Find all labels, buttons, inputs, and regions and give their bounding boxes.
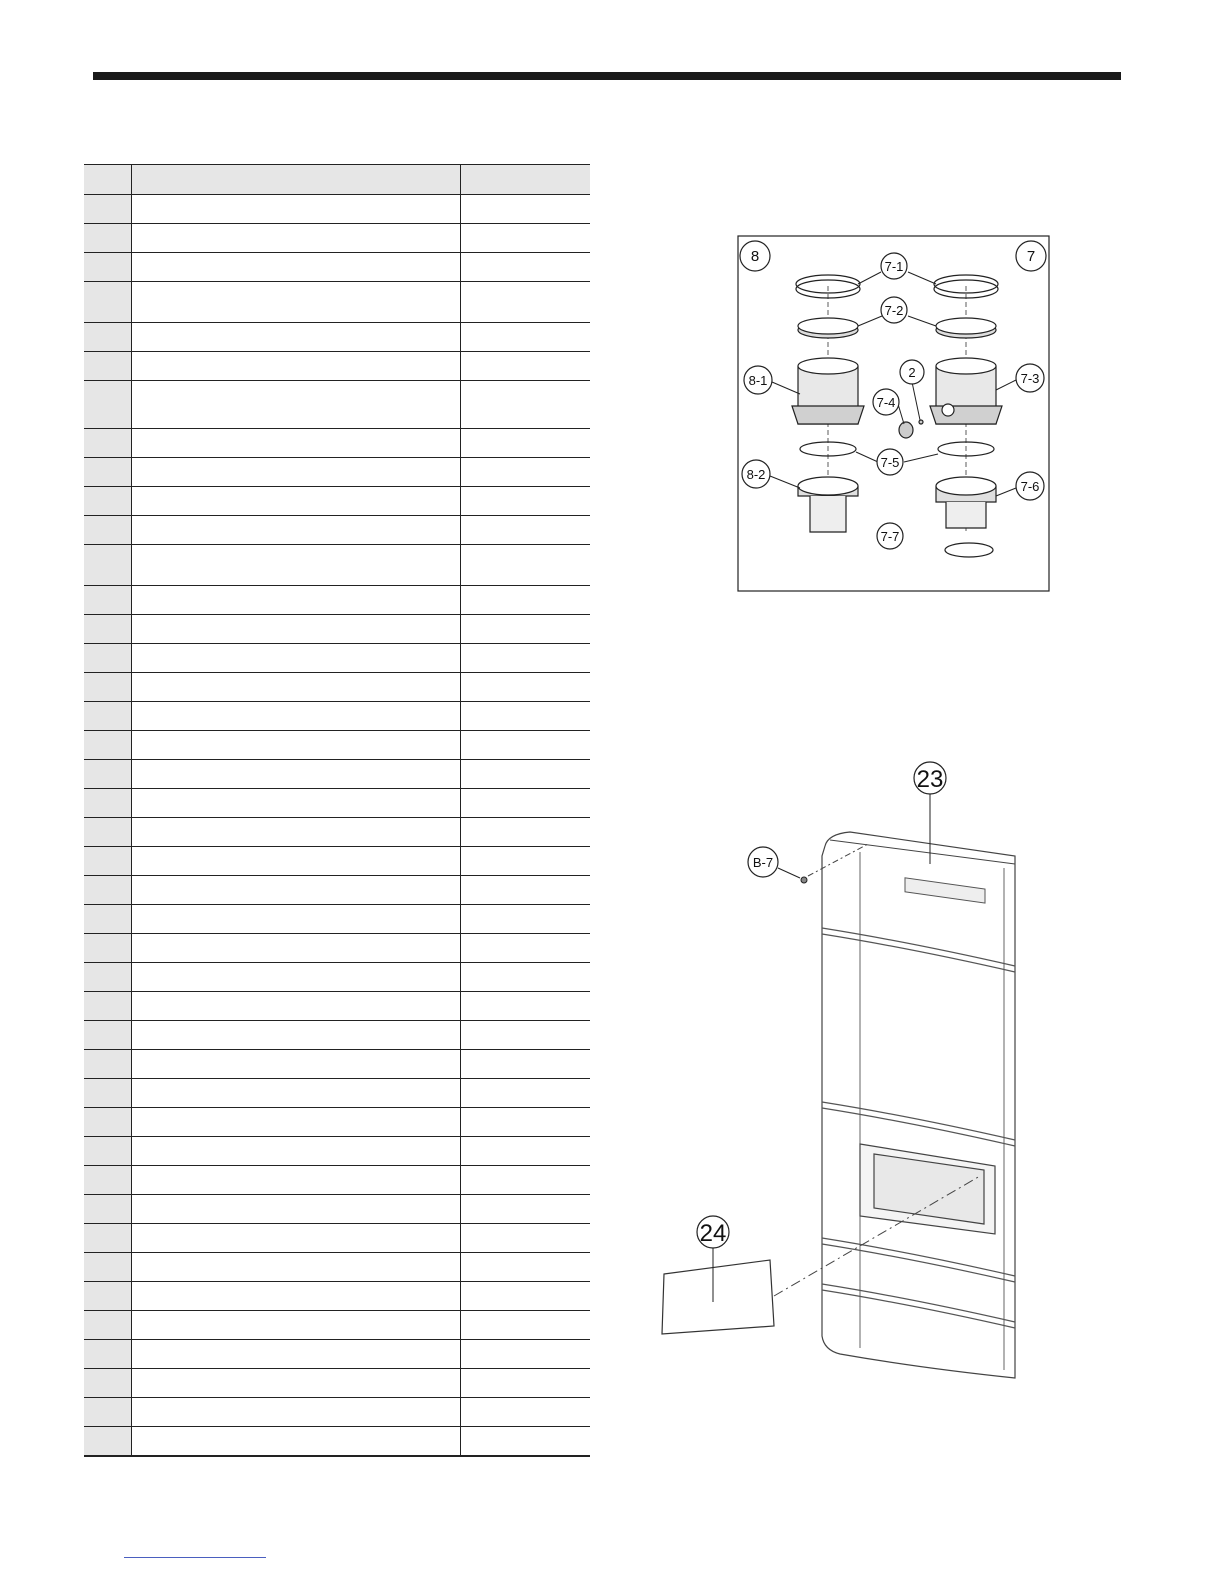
table-row — [84, 1253, 590, 1282]
table-row — [84, 847, 590, 876]
table-row — [84, 818, 590, 847]
cell-qty — [461, 352, 590, 381]
cell-desc — [132, 1282, 461, 1311]
callout-7-6: 7-6 — [1020, 479, 1040, 494]
table-row — [84, 323, 590, 352]
cell-qty — [461, 1282, 590, 1311]
footer-link-underline — [124, 1557, 266, 1558]
table-row — [84, 282, 590, 323]
cell-qty — [461, 458, 590, 487]
cell-desc — [132, 818, 461, 847]
cell-desc — [132, 1398, 461, 1427]
cell-qty — [461, 1340, 590, 1369]
cell-qty — [461, 1369, 590, 1398]
table-row — [84, 1166, 590, 1195]
right-seal-ring — [936, 318, 996, 338]
cell-desc — [132, 429, 461, 458]
cell-qty — [461, 195, 590, 224]
cell-qty — [461, 1166, 590, 1195]
table-row — [84, 352, 590, 381]
table-row — [84, 487, 590, 516]
table-row — [84, 253, 590, 282]
callout-24: 24 — [699, 1220, 727, 1247]
cell-desc — [132, 1108, 461, 1137]
cell-qty — [461, 1108, 590, 1137]
cell-no — [84, 992, 132, 1021]
cell-no — [84, 1311, 132, 1340]
cell-no — [84, 1369, 132, 1398]
cell-no — [84, 789, 132, 818]
cell-no — [84, 963, 132, 992]
cell-desc — [132, 789, 461, 818]
cell-qty — [461, 1398, 590, 1427]
cell-desc — [132, 1340, 461, 1369]
table-row — [84, 458, 590, 487]
cell-qty — [461, 905, 590, 934]
cell-no — [84, 673, 132, 702]
cell-qty — [461, 1137, 590, 1166]
cell-no — [84, 1079, 132, 1108]
table-row — [84, 545, 590, 586]
cell-desc — [132, 1369, 461, 1398]
cell-no — [84, 352, 132, 381]
header-rule — [93, 72, 1121, 80]
cell-no — [84, 545, 132, 586]
cell-no — [84, 876, 132, 905]
cell-desc — [132, 282, 461, 323]
cell-qty — [461, 381, 590, 429]
front-panel-exploded-diagram — [650, 756, 1020, 1388]
cell-no — [84, 818, 132, 847]
cell-qty — [461, 760, 590, 789]
right-adapter-body — [930, 358, 1002, 424]
cell-desc — [132, 224, 461, 253]
cell-desc — [132, 1311, 461, 1340]
table-row — [84, 381, 590, 429]
callout-7-2: 7-2 — [884, 303, 904, 318]
cell-no — [84, 644, 132, 673]
cell-no — [84, 429, 132, 458]
cell-no — [84, 586, 132, 615]
cell-no — [84, 1166, 132, 1195]
cell-no — [84, 934, 132, 963]
cell-no — [84, 1398, 132, 1427]
cell-desc — [132, 352, 461, 381]
cell-no — [84, 323, 132, 352]
cell-qty — [461, 702, 590, 731]
cell-qty — [461, 644, 590, 673]
table-row — [84, 586, 590, 615]
cell-desc — [132, 253, 461, 282]
left-adapter-body — [792, 358, 864, 424]
callout-7-1: 7-1 — [884, 259, 904, 274]
table-row — [84, 1021, 590, 1050]
cell-qty — [461, 876, 590, 905]
table-row — [84, 1224, 590, 1253]
cell-qty — [461, 165, 590, 195]
cell-qty — [461, 1050, 590, 1079]
cell-qty — [461, 1195, 590, 1224]
table-row — [84, 673, 590, 702]
cell-desc — [132, 992, 461, 1021]
cell-qty — [461, 934, 590, 963]
table-row — [84, 789, 590, 818]
cell-desc — [132, 1079, 461, 1108]
table-row — [84, 1398, 590, 1427]
table-row — [84, 1050, 590, 1079]
cell-qty — [461, 1021, 590, 1050]
table-row — [84, 905, 590, 934]
cell-no — [84, 905, 132, 934]
cell-desc — [132, 644, 461, 673]
table-row — [84, 1340, 590, 1369]
callout-7: 7 — [1026, 248, 1036, 265]
cell-no — [84, 253, 132, 282]
table-row — [84, 992, 590, 1021]
left-seal-ring — [798, 318, 858, 338]
cell-no — [84, 1427, 132, 1457]
cell-desc — [132, 673, 461, 702]
table-row — [84, 1369, 590, 1398]
table-row — [84, 516, 590, 545]
cell-qty — [461, 1224, 590, 1253]
cell-desc — [132, 1021, 461, 1050]
cell-desc — [132, 165, 461, 195]
cell-qty — [461, 1253, 590, 1282]
cell-no — [84, 1021, 132, 1050]
cell-desc — [132, 1224, 461, 1253]
cell-no — [84, 1108, 132, 1137]
cell-desc — [132, 1253, 461, 1282]
screw-b7 — [801, 877, 807, 883]
cell-desc — [132, 1195, 461, 1224]
cell-desc — [132, 1137, 461, 1166]
callout-7-4: 7-4 — [876, 395, 896, 410]
cell-desc — [132, 615, 461, 644]
cell-desc — [132, 381, 461, 429]
callout-8-2: 8-2 — [746, 467, 766, 482]
cell-no — [84, 282, 132, 323]
cell-qty — [461, 1079, 590, 1108]
cell-desc — [132, 516, 461, 545]
table-row — [84, 644, 590, 673]
cell-qty — [461, 1427, 590, 1457]
table-row — [84, 1137, 590, 1166]
table-row — [84, 731, 590, 760]
cell-desc — [132, 876, 461, 905]
cell-qty — [461, 586, 590, 615]
cell-desc — [132, 1427, 461, 1457]
cell-no — [84, 731, 132, 760]
callout-b-7: B-7 — [752, 855, 774, 870]
cell-qty — [461, 992, 590, 1021]
cell-no — [84, 487, 132, 516]
cell-desc — [132, 1050, 461, 1079]
cell-desc — [132, 195, 461, 224]
cell-no — [84, 458, 132, 487]
cell-qty — [461, 224, 590, 253]
callout-7-7: 7-7 — [880, 529, 900, 544]
cell-no — [84, 516, 132, 545]
cell-qty — [461, 516, 590, 545]
table-header-row — [84, 165, 590, 195]
cell-no — [84, 224, 132, 253]
table-row — [84, 1079, 590, 1108]
cell-no — [84, 1195, 132, 1224]
cell-desc — [132, 702, 461, 731]
front-panel — [822, 832, 1015, 1378]
label-plate — [662, 1260, 774, 1334]
cell-desc — [132, 458, 461, 487]
cell-desc — [132, 760, 461, 789]
cell-no — [84, 1340, 132, 1369]
callout-23: 23 — [916, 766, 944, 793]
table-row — [84, 1195, 590, 1224]
table-row — [84, 934, 590, 963]
cell-desc — [132, 934, 461, 963]
cell-qty — [461, 253, 590, 282]
cell-no — [84, 1224, 132, 1253]
cell-no — [84, 615, 132, 644]
callout-8: 8 — [750, 248, 760, 265]
table-row — [84, 1108, 590, 1137]
cell-desc — [132, 847, 461, 876]
table-row — [84, 429, 590, 458]
cell-no — [84, 165, 132, 195]
table-row — [84, 702, 590, 731]
cell-qty — [461, 1311, 590, 1340]
table-row — [84, 615, 590, 644]
cell-qty — [461, 282, 590, 323]
cell-desc — [132, 731, 461, 760]
cell-no — [84, 847, 132, 876]
callout-7-3: 7-3 — [1020, 371, 1040, 386]
table-row — [84, 1427, 590, 1457]
cell-desc — [132, 1166, 461, 1195]
cell-desc — [132, 323, 461, 352]
callout-7-5: 7-5 — [880, 455, 900, 470]
table-row — [84, 760, 590, 789]
table-row — [84, 963, 590, 992]
cell-no — [84, 702, 132, 731]
cell-no — [84, 381, 132, 429]
cell-qty — [461, 673, 590, 702]
cell-desc — [132, 586, 461, 615]
cell-qty — [461, 731, 590, 760]
cell-qty — [461, 429, 590, 458]
cell-desc — [132, 905, 461, 934]
table-row — [84, 1282, 590, 1311]
cell-qty — [461, 847, 590, 876]
cell-qty — [461, 818, 590, 847]
cell-qty — [461, 545, 590, 586]
cell-qty — [461, 963, 590, 992]
vent-adapter-exploded-diagram — [736, 234, 1052, 594]
cell-qty — [461, 323, 590, 352]
cell-no — [84, 1282, 132, 1311]
table-row — [84, 195, 590, 224]
callout-2: 2 — [908, 365, 916, 380]
cell-desc — [132, 963, 461, 992]
cell-no — [84, 1137, 132, 1166]
cell-desc — [132, 545, 461, 586]
parts-list-table — [84, 164, 590, 1457]
cell-qty — [461, 487, 590, 516]
cell-qty — [461, 789, 590, 818]
cell-no — [84, 1253, 132, 1282]
table-row — [84, 224, 590, 253]
cell-qty — [461, 615, 590, 644]
table-row — [84, 1311, 590, 1340]
cell-no — [84, 760, 132, 789]
callout-8-1: 8-1 — [748, 373, 768, 388]
table-row — [84, 876, 590, 905]
cell-desc — [132, 487, 461, 516]
cell-no — [84, 1050, 132, 1079]
cell-no — [84, 195, 132, 224]
